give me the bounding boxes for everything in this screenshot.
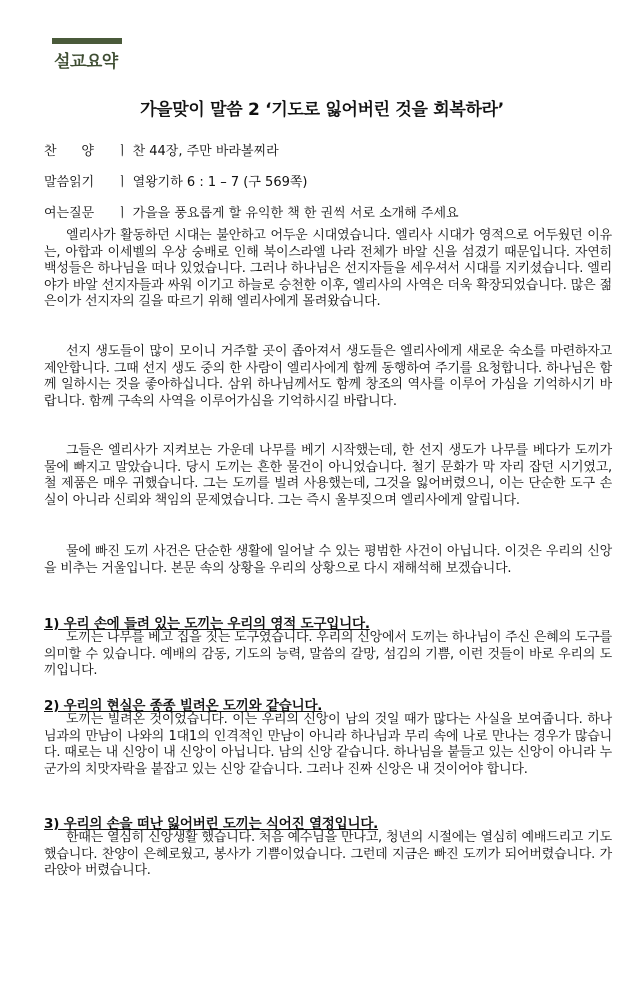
meta-label: 여는질문 xyxy=(44,206,95,221)
meta-hymn xyxy=(44,140,279,159)
paragraph: 물에 빠진 도끼 사건은 단순한 생활에 일어날 수 있는 평범한 사건이 아닙니다. 이것은 우리의 신앙을 비추는 거울입니다. 본문 속의 상황을 우리의 상황으로 다시 재해석해 보겠습니다. xyxy=(44,544,612,576)
meta-label: 말씀읽기 xyxy=(44,175,95,190)
section-body: 도끼는 빌려온 것이었습니다. 이는 우리의 신앙이 남의 것일 때가 많다는 사실을 보여줍니다. 하나님과의 만남이 나와의 1대1의 인격적인 만남이 아니라 하나님과 무리 속에 나로 만나는 경우가 많습니다. 때로는 내 신앙이 내 신앙이 아닙니다. 남의 신앙 같습니다. 하나님을 붙들고 있는 신앙이 아니라 누군가의 치맛자락을 붙잡고 있는 신앙 같습니다. 그러나 진짜 신앙은 내 것이어야 합니다. xyxy=(44,712,612,777)
meta-reading xyxy=(44,171,308,190)
paragraph: 그들은 엘리사가 지켜보는 가운데 나무를 베기 시작했는데, 한 선지 생도가 나무를 베다가 도끼가 물에 빠지고 말았습니다. 당시 도끼는 흔한 물건이 아니었습니다. 철기 문화가 막 자리 잡던 시기였고, 철 제품은 매우 귀했습니다. 그는 도끼를 빌려 사용했는데, 그것을 잃어버렸으니, 이는 단순한 도구 손실이 아니라 신뢰와 책임의 문제였습니다. 그는 즉시 울부짖으며 엘리사에게 알립니다. xyxy=(44,443,612,508)
meta-separator: ㅣ xyxy=(116,144,129,159)
section-body: 도끼는 나무를 베고 집을 짓는 도구였습니다. 우리의 신앙에서 도끼는 하나님이 주신 은혜의 도구를 의미할 수 있습니다. 예배의 감동, 기도의 능력, 말씀의 갈망, 섬김의 기쁨, 이런 것들이 바로 우리의 도끼입니다. xyxy=(44,630,612,679)
section-badge: 설교요약 xyxy=(54,52,118,72)
meta-value: 열왕기하 6 : 1 – 7 (구 569쪽) xyxy=(132,175,308,190)
meta-separator: ㅣ xyxy=(116,175,129,190)
section-heading: 1) 우리 손에 들려 있는 도끼는 우리의 영적 도구입니다. xyxy=(44,616,370,632)
paragraph: 선지 생도들이 많이 모이니 거주할 곳이 좁아져서 생도들은 엘리사에게 새로운 숙소를 마련하자고 제안합니다. 그때 선지 생도 중의 한 사람이 엘리사에게 함께 동행하여 주기를 요청합니다. 하나님은 함께 일하시는 것을 좋아하십니다. 삼위 하나님께서도 함께 창조의 역사를 이루어 가심을 기억하시기 바랍니다. 함께 구속의 사역을 이루어가심을 기억하시길 바랍니다. xyxy=(44,344,612,409)
meta-opening-question xyxy=(44,202,459,221)
paragraph: 엘리사가 활동하던 시대는 불안하고 어두운 시대였습니다. 엘리사 시대가 영적으로 어두웠던 이유는, 아합과 이세벨의 우상 숭배로 인해 북이스라엘 나라 전체가 바알 신을 섬겼기 때문입니다. 자연히 백성들은 하나님을 떠나 있었습니다. 그러나 하나님은 선지자들을 세우셔서 시대를 지키셨습니다. 엘리야가 바알 선지자들과 싸워 이기고 하늘로 승천한 이후, 엘리사의 사역은 더욱 확장되었습니다. 많은 젊은이가 선지자의 길을 따르기 위해 엘리사에게 몰려왔습니다. xyxy=(44,228,612,310)
section-heading: 3) 우리의 손을 떠난 잃어버린 도끼는 식어진 열정입니다. xyxy=(44,816,379,832)
meta-label: 찬 양 xyxy=(44,144,94,159)
section-body: 한때는 열심히 신앙생활 했습니다. 처음 예수님을 만나고, 청년의 시절에는 열심히 예배드리고 기도했습니다. 찬양이 은혜로웠고, 봉사가 기쁨이었습니다. 그런데 지금은 빠진 도끼가 되어버렸습니다. 가라앉아 버렸습니다. xyxy=(44,830,612,879)
meta-value: 찬 44장, 주만 바라볼찌라 xyxy=(132,144,279,159)
badge-accent-bar xyxy=(52,38,122,44)
section-heading: 2) 우리의 현실은 종종 빌려온 도끼와 같습니다. xyxy=(44,698,323,714)
meta-value: 가을을 풍요롭게 할 유익한 책 한 권씩 서로 소개해 주세요 xyxy=(132,206,459,221)
meta-separator: ㅣ xyxy=(116,206,129,221)
page-title: 가을맞이 말씀 2 ‘기도로 잃어버린 것을 회복하라’ xyxy=(140,100,504,120)
